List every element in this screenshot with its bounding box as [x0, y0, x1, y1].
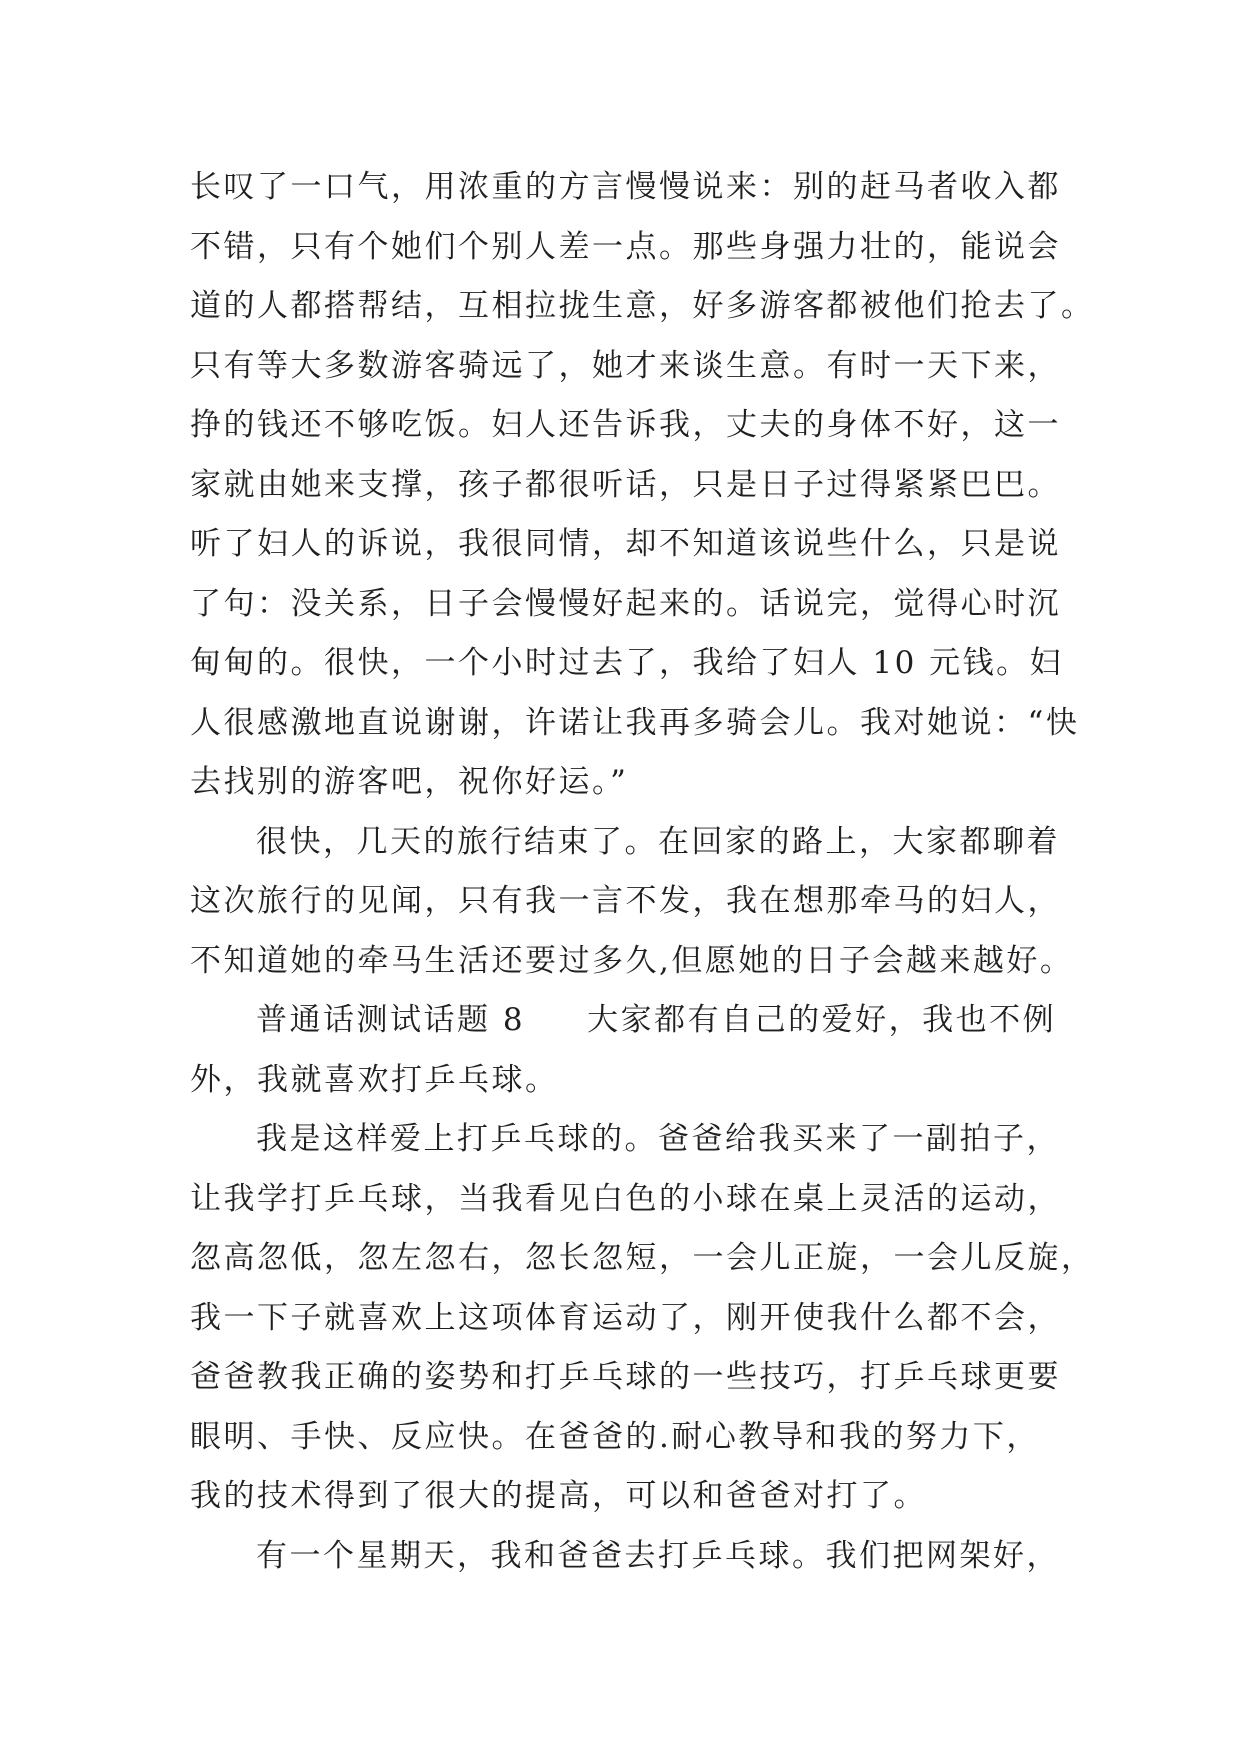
text-line: 人很感激地直说谢谢，许诺让我再多骑会儿。我对她说：“快	[190, 704, 1080, 741]
topic-heading: 普通话测试话题 8	[256, 1002, 526, 1038]
text-line: 我的技术得到了很大的提高，可以和爸爸对打了。	[190, 1478, 927, 1514]
text-line: 我是这样爱上打乒乓球的。爸爸给我买来了一副拍子，	[256, 1121, 1060, 1157]
text-line: 眼明、手快、反应快。在爸爸的.耐心教导和我的努力下，	[190, 1418, 1040, 1455]
text-line: 外，我就喜欢打乒乓球。	[190, 1061, 559, 1098]
text-line: 我一下子就喜欢上这项体育运动了，刚开使我什么都不会，	[190, 1299, 1061, 1336]
text-line: 听了妇人的诉说，我很同情，却不知道该说些什么，只是说	[190, 526, 1061, 562]
text-line: 不知道她的牵马生活还要过多久,但愿她的日子会越来越好。	[190, 942, 1074, 979]
text-line: 很快，几天的旅行结束了。在回家的路上，大家都聊着	[256, 823, 1060, 860]
text-line: 有一个星期天，我和爸爸去打乒乓球。我们把网架好，	[256, 1537, 1060, 1574]
text-line: 长叹了一口气，用浓重的方言慢慢说来：别的赶马者收入都	[190, 169, 1061, 205]
text-line: 不错，只有个她们个别人差一点。那些身强力壮的，能说会	[190, 228, 1061, 265]
text-line: 家就由她来支撑，孩子都很听话，只是日子过得紧紧巴巴。	[190, 466, 1061, 503]
text-line: 这次旅行的见闻，只有我一言不发，我在想那牵马的妇人，	[190, 883, 1061, 919]
text-line: 去找别的游客吧，祝你好运。”	[190, 764, 629, 800]
text-line: 让我学打乒乓球，当我看见白色的小球在桌上灵活的运动，	[190, 1180, 1061, 1217]
topic-text: 大家都有自己的爱好，我也不例	[587, 1002, 1057, 1038]
text-line: 忽高忽低，忽左忽右，忽长忽短，一会儿正旋，一会儿反旋，	[190, 1240, 1095, 1276]
text-line: 了句：没关系，日子会慢慢好起来的。话说完，觉得心时沉	[190, 585, 1061, 622]
text-line: 道的人都搭帮结，互相拉拢生意，好多游客都被他们抢去了。	[190, 288, 1095, 324]
text-line: 甸甸的。很快，一个小时过去了，我给了妇人 10 元钱。妇	[190, 645, 1064, 681]
text-line: 挣的钱还不够吃饭。妇人还告诉我，丈夫的身体不好，这一	[190, 407, 1061, 443]
body-text	[190, 158, 1095, 1586]
topic-line	[190, 991, 1070, 1051]
text-line: 只有等大多数游客骑远了，她才来谈生意。有时一天下来，	[190, 347, 1061, 384]
text-line: 爸爸教我正确的姿势和打乒乓球的一些技巧，打乒乓球更要	[190, 1359, 1061, 1395]
